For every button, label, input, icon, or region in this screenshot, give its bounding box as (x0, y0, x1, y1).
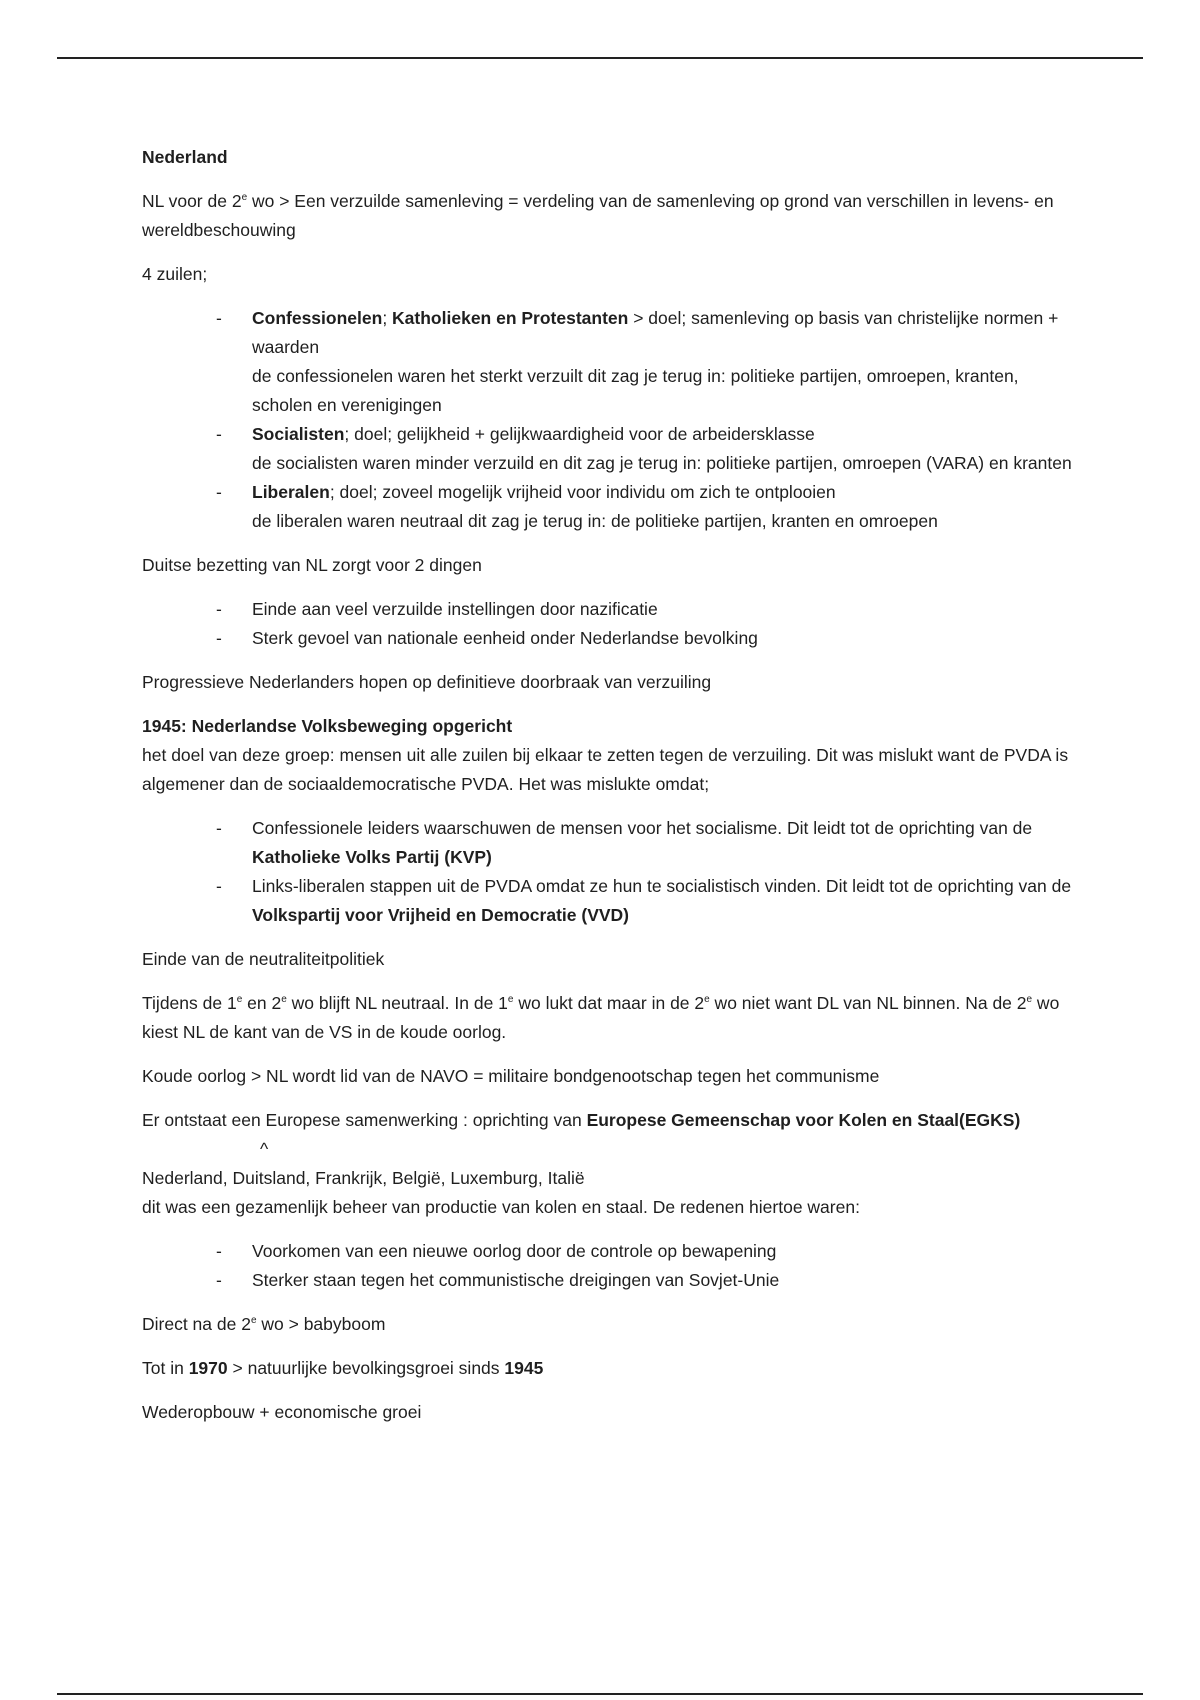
dash-bullet: - (216, 308, 222, 328)
list-item: - Socialisten; doel; gelijkheid + gelijkwaardigheid voor de arbeidersklasse de socialisten waren minder verzuild en dit zag je terug in: politieke partijen, omroepen (VARA) en kranten (142, 420, 1082, 478)
top-rule (57, 57, 1143, 59)
dash-bullet: - (216, 1241, 222, 1261)
beheer-line: dit was een gezamenlijk beheer van productie van kolen en staal. De redenen hiertoe waren: (142, 1197, 860, 1217)
list-item: - Links-liberalen stappen uit de PVDA omdat ze hun te socialistisch vinden. Dit leidt tot de oprichting van de Volkspartij voor Vrijheid en Democratie (VVD) (142, 872, 1082, 930)
list-item: - Confessionele leiders waarschuwen de mensen voor het socialisme. Dit leidt tot de oprichting van de Katholieke Volks Partij (KVP) (142, 814, 1082, 872)
list-item: - Liberalen; doel; zoveel mogelijk vrijheid voor individu om zich te ontplooien de liberalen waren neutraal dit zag je terug in: de politieke partijen, kranten en omroepen (142, 478, 1082, 536)
progressieve-paragraph: Progressieve Nederlanders hopen op definitieve doorbraak van verzuiling (142, 672, 712, 692)
koude-oorlog-paragraph: Koude oorlog > NL wordt lid van de NAVO = militaire bondgenootschap tegen het communisme (142, 1066, 880, 1086)
dash-bullet: - (216, 599, 222, 619)
landen-line: Nederland, Duitsland, Frankrijk, België, Luxemburg, Italië (142, 1168, 585, 1188)
list-item: - Einde aan veel verzuilde instellingen door nazificatie (142, 595, 1082, 624)
dash-bullet: - (216, 876, 222, 896)
list-item: - Sterker staan tegen het communistische dreigingen van Sovjet-Unie (142, 1266, 1082, 1295)
document-body (142, 143, 1082, 1442)
intro-paragraph: NL voor de 2e wo > Een verzuilde samenleving = verdeling van de samenleving op grond van verschillen in levens- en wereldbeschouwing (142, 191, 1054, 240)
redenen-list (142, 1237, 1082, 1295)
dash-bullet: - (216, 628, 222, 648)
dash-bullet: - (216, 1270, 222, 1290)
list-item: - Voorkomen van een nieuwe oorlog door de controle op bewapening (142, 1237, 1082, 1266)
dash-bullet: - (216, 424, 222, 444)
bezetting-intro: Duitse bezetting van NL zorgt voor 2 dingen (142, 555, 482, 575)
neutraliteit-heading: Einde van de neutraliteitpolitiek (142, 949, 385, 969)
bevolkingsgroei-line: Tot in 1970 > natuurlijke bevolkingsgroei sinds 1945 (142, 1358, 544, 1378)
list-item: - Confessionelen; Katholieken en Protestanten > doel; samenleving op basis van christelijke normen + waarden de confessionelen waren het sterkt verzuilt dit zag je terug in: politieke partijen, omroepen, kranten, scholen en verenigingen (142, 304, 1082, 420)
dash-bullet: - (216, 482, 222, 502)
dash-bullet: - (216, 818, 222, 838)
section-title: Nederland (142, 147, 228, 167)
list-item: - Sterk gevoel van nationale eenheid onder Nederlandse bevolking (142, 624, 1082, 653)
wederopbouw-line: Wederopbouw + economische groei (142, 1402, 422, 1422)
tijdens-paragraph: Tijdens de 1e en 2e wo blijft NL neutraal. In de 1e wo lukt dat maar in de 2e wo niet want DL van NL binnen. Na de 2e wo kiest NL de kant van de VS in de koude oorlog. (142, 993, 1060, 1042)
zuilen-label: 4 zuilen; (142, 264, 208, 284)
volksbeweging-list (142, 814, 1082, 930)
volksbeweging-paragraph: het doel van deze groep: mensen uit alle zuilen bij elkaar te zetten tegen de verzuiling. Dit was mislukt want de PVDA is algemener dan de sociaaldemocratische PVDA. Het was mislukte omdat; (142, 745, 1069, 794)
bezetting-list (142, 595, 1082, 653)
babyboom-line: Direct na de 2e wo > babyboom (142, 1314, 386, 1334)
europa-paragraph: Er ontstaat een Europese samenwerking : oprichting van Europese Gemeenschap voor Kolen en Staal(EGKS)^ (142, 1106, 1082, 1164)
zuilen-list (142, 304, 1082, 536)
bottom-rule (57, 1693, 1143, 1695)
caret-mark: ^ (260, 1139, 269, 1159)
volksbeweging-heading: 1945: Nederlandse Volksbeweging opgericht (142, 716, 513, 736)
